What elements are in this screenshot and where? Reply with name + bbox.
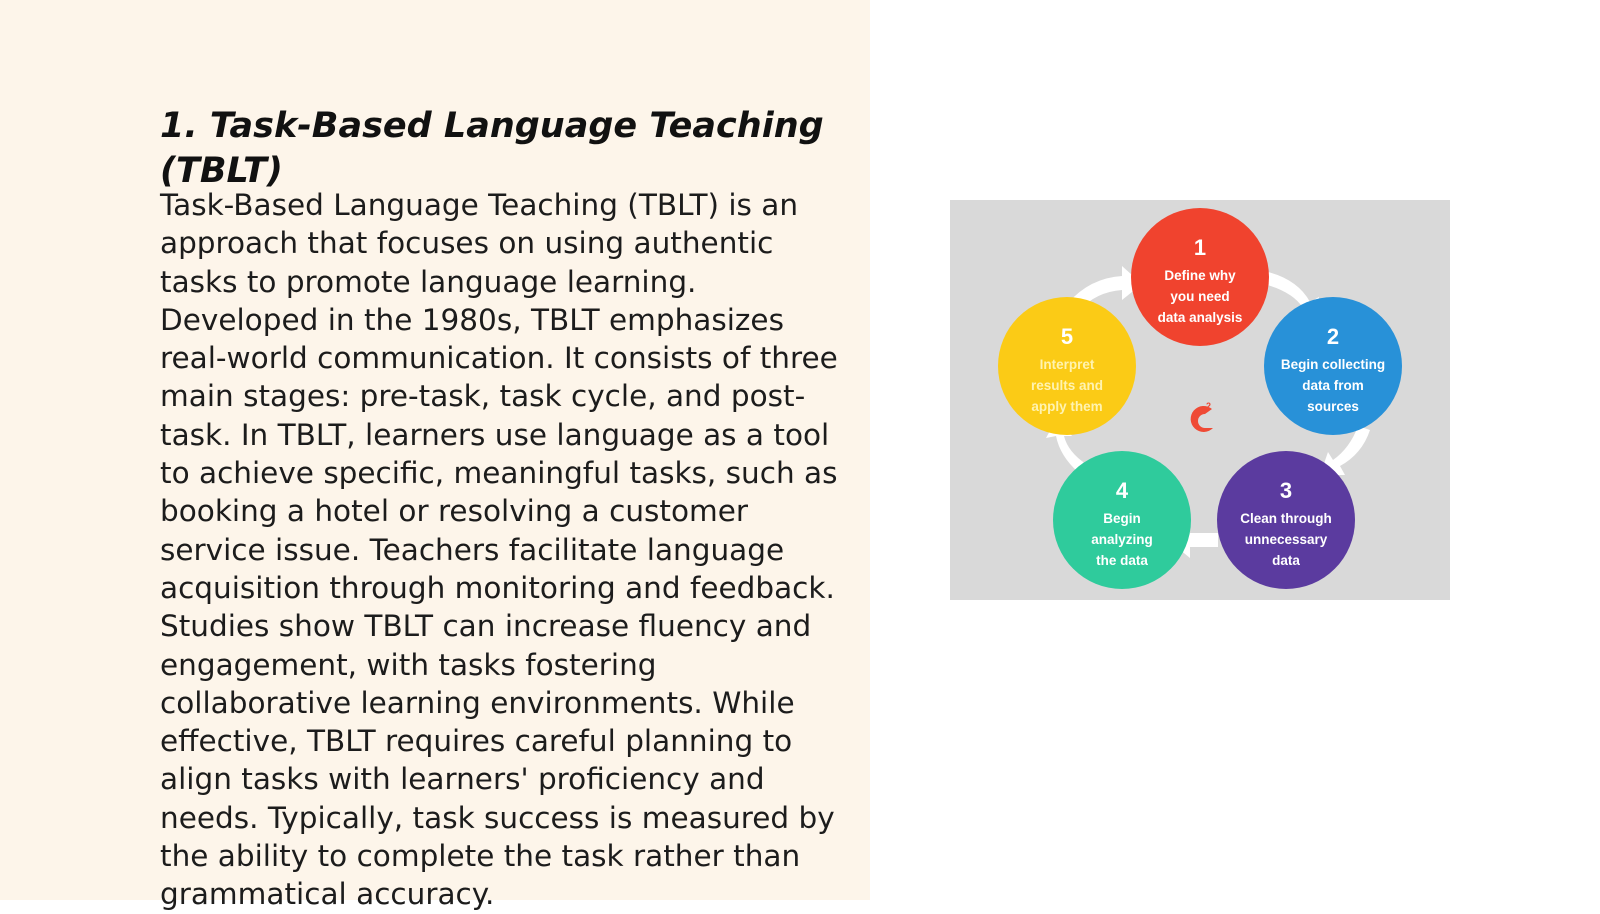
step-3-number: 3 [1279, 478, 1293, 503]
step-4-line-1: Begin [1103, 511, 1141, 526]
step-circle-3 [1217, 451, 1355, 589]
step-2-line-2: data from [1302, 378, 1364, 393]
step-1-line-2: you need [1170, 289, 1230, 304]
step-1-line-1: Define why [1164, 268, 1236, 283]
step-circle-1 [1131, 208, 1269, 346]
step-circle-2 [1264, 297, 1402, 435]
step-2-line-3: sources [1307, 399, 1359, 414]
step-4-line-2: analyzing [1091, 532, 1153, 547]
step-2-line-1: Begin collecting [1280, 357, 1386, 372]
step-4-line-3: the data [1096, 553, 1148, 568]
g2-logo-superscript: 2 [1206, 401, 1212, 411]
step-2-number: 2 [1326, 324, 1340, 349]
step-1-line-3: data analysis [1157, 310, 1243, 325]
step-5-number: 5 [1060, 324, 1074, 349]
slide-title: 1. Task-Based Language Teaching (TBLT) [160, 106, 824, 191]
step-3-line-1: Clean through [1240, 511, 1332, 526]
slide-body-text: Task-Based Language Teaching (TBLT) is an approach that focuses on using authentic tasks to promote language learning. Developed in the 1980s, TBLT emphasizes real-world communication. It consists of three main stages: pre-task, task cycle, and post-task. In TBLT, learners use language as a tool to achieve specific, meaningful tasks, such as booking a hotel or resolving a customer service issue. Teachers facilitate language acquisition through monitoring and feedback. Studies show TBLT can increase fluency and engagement, with tasks fostering collaborative learning environments. While effective, TBLT requires careful planning to align tasks with learners' proficiency and needs. Typically, task success is measured by the ability to complete the task rather than grammatical accuracy. [160, 188, 838, 912]
step-3-line-2: unnecessary [1244, 532, 1328, 547]
process-cycle-image [950, 200, 1450, 600]
step-circle-4 [1053, 451, 1191, 589]
process-cycle-diagram [950, 200, 1450, 600]
step-4-number: 4 [1115, 478, 1129, 503]
step-1-number: 1 [1193, 235, 1207, 260]
step-5-line-2: results and [1030, 378, 1104, 393]
step-circle-5 [998, 297, 1136, 435]
step-3-line-3: data [1272, 553, 1300, 568]
g2-logo-icon [1191, 401, 1213, 432]
step-5-line-3: apply them [1031, 399, 1103, 414]
step-5-line-1: Interpret [1039, 357, 1095, 372]
